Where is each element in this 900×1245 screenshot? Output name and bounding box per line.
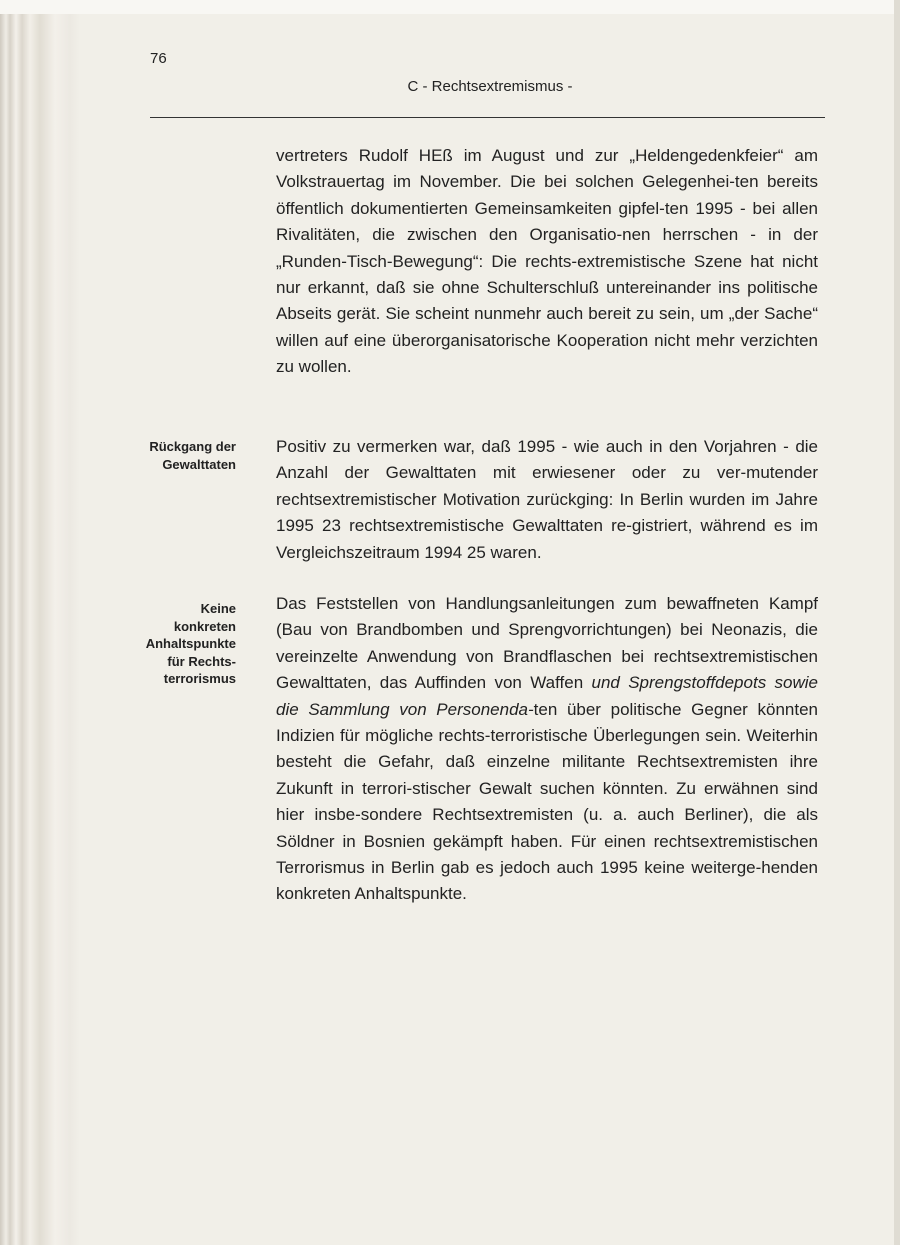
margin-note-line: für Rechts- [167,653,236,669]
page-top-edge [0,0,900,14]
paragraph-text: ten über politische Gegner könnten Indizien für mögliche rechts-terroristische Überlegungen sein. Weiterhin besteht die Gefahr, daß einzelne militante Rechtsextremisten ihre Zukunft in terrori-stischer Gewalt suchen könnten. Zu erwähnen sind hier insbe-sondere Rechtsextremisten (u. a. auch Berliner), die als Söldner in Bosnien gekämpft haben. Für einen rechtsextremistischen Terrorismus in Berlin gab es jedoch auch 1995 keine weiterge-henden konkreten Anhaltspunkte. [276,699,818,904]
running-header: C - Rechtsextremismus - [407,78,573,95]
page-right-edge [894,0,900,1245]
paragraph-text: Das Feststellen von Handlungsanleitungen zum bewaffneten Kampf (Bau von Brandbomben und Sprengvorrichtungen) bei Neonazis, die vereinzelte Anwendung von Brandflaschen bei rechtsextremistischen Gewalttaten, das Auffinden von Waffen [276,594,818,693]
book-binding-edge [0,0,80,1245]
paragraph-terrorism [276,591,818,908]
margin-note-line: konkreten [173,618,236,634]
page-number: 76 [150,50,167,67]
paragraph-emphasis: und Sprengstoffdepots sowie die Sammlung von Personenda- [276,673,818,719]
margin-note-line: Anhaltspunkte [145,636,236,651]
margin-note-line: terrorismus [163,671,236,686]
header-rule [150,117,825,118]
margin-note-line: Gewalttaten [162,456,236,472]
margin-note-terrorism [116,600,236,688]
paragraph-violence-decline: Positiv zu vermerken war, daß 1995 - wie auch in den Vorjahren - die Anzahl der Gewalttaten mit erwiesener oder zu ver-mutender rechtsextremistischer Motivation zurückging: In Berlin wurden im Jahre 1995 23 rechtsextremistische Gewalttaten re-gistriert, während es im Vergleichszeitraum 1994 25 waren. [276,437,818,562]
margin-note-line: Keine [200,601,236,616]
paragraph-continuation: vertreters Rudolf HEß im August und zur „Heldengedenkfeier“ am Volkstrauertag im November. Die bei solchen Gelegenhei-ten bereits öffentlich dokumentierten Gemeinsamkeiten gipfel-ten 1995 - bei allen Rivalitäten, die zwischen den Organisatio-nen herrschen - in der „Runden-Tisch-Bewegung“: Die rechts-extremistische Szene hat nicht nur erkannt, daß sie ohne Schulterschluß untereinander ins politische Abseits gerät. Sie scheint nunmehr auch bereit zu sein, um „der Sache“ willen auf eine überorganisatorische Kooperation nicht mehr verzichten zu wollen. [276,146,818,377]
margin-note-violence-decline [116,438,236,473]
margin-note-line: Rückgang der [149,439,236,454]
